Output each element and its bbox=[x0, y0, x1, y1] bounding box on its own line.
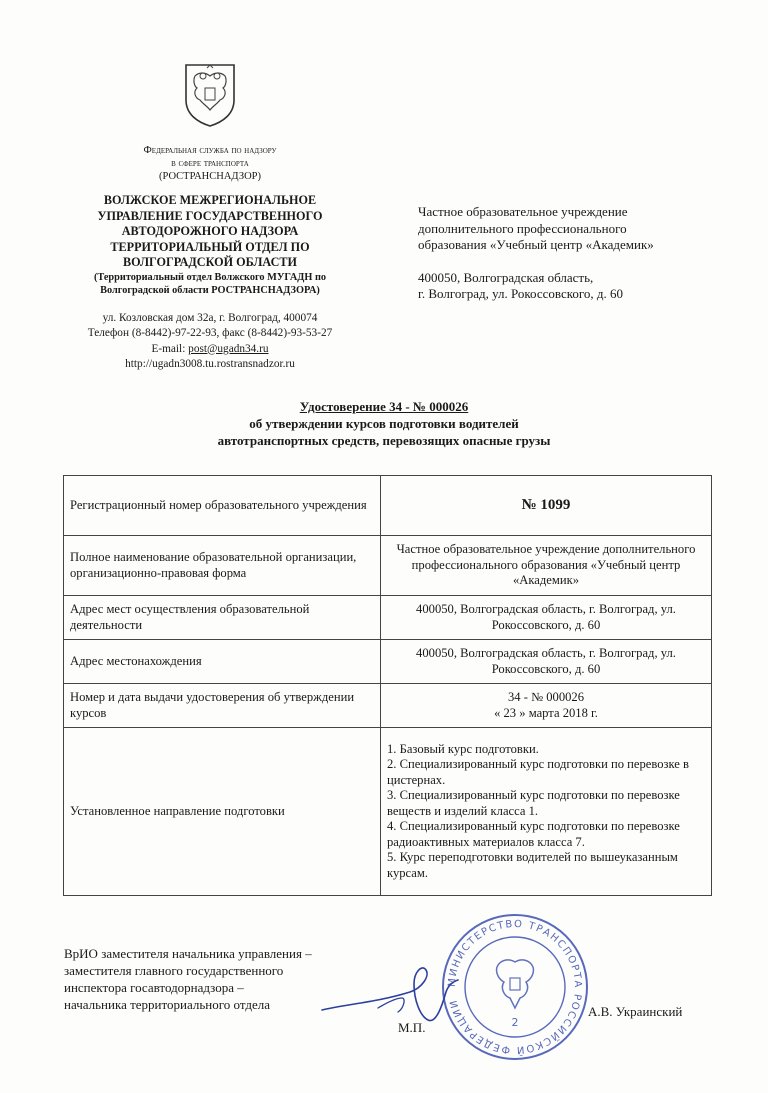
recipient-block bbox=[418, 204, 738, 303]
service-name-line-1: Федеральная служба по надзору bbox=[143, 145, 277, 156]
table-row bbox=[64, 536, 712, 596]
certificate-number-title: Удостоверение 34 - № 000026 bbox=[299, 399, 469, 414]
position-line: ВрИО заместителя начальника управления – bbox=[64, 946, 312, 961]
title-line-2: об утверждении курсов подготовки водителей bbox=[249, 416, 519, 431]
service-name-line-3: (РОСТРАНСНАДЗОР) bbox=[158, 171, 262, 182]
agency-line: АВТОДОРОЖНОГО НАДЗОРА bbox=[121, 224, 299, 238]
recipient-name-line: Частное образовательное учреждение bbox=[418, 204, 628, 219]
stamp-text: МИНИСТЕРСТВО ТРАНСПОРТА РОССИЙСКОЙ ФЕДЕРАЦИИ bbox=[446, 918, 584, 1056]
table-row bbox=[64, 476, 712, 536]
agency-line: ТЕРРИТОРИАЛЬНЫЙ ОТДЕЛ ПО bbox=[110, 239, 310, 254]
signer-name: А.В. Украинский bbox=[588, 1004, 683, 1019]
list-item: 1. Базовый курс подготовки. bbox=[387, 741, 539, 756]
organization-name: Частное образовательное учреждение дополнительного профессионального образования «Учебный центр «Академик» bbox=[381, 536, 712, 596]
row-label: Установленное направление подготовки bbox=[64, 728, 381, 896]
stamp-number: 2 bbox=[511, 1016, 519, 1029]
row-label: Полное наименование образовательной организации, организационно-правовая форма bbox=[64, 536, 381, 596]
position-line: инспектора госавтодорнадзора – bbox=[64, 980, 244, 995]
list-item: 5. Курс переподготовки водителей по вышеуказанным курсам. bbox=[387, 850, 678, 880]
activity-address: 400050, Волгоградская область, г. Волгоград, ул. Рокоссовского, д. 60 bbox=[381, 596, 712, 640]
issue-date: « 23 » марта 2018 г. bbox=[494, 705, 598, 720]
document-title bbox=[0, 398, 768, 449]
agency-sub-name bbox=[40, 271, 380, 297]
table-row bbox=[64, 640, 712, 684]
position-line: начальника территориального отдела bbox=[64, 997, 270, 1012]
table-row bbox=[64, 684, 712, 728]
agency-line: ВОЛГОГРАДСКОЙ ОБЛАСТИ bbox=[122, 255, 298, 269]
recipient-name-line: образования «Учебный центр «Академик» bbox=[418, 237, 654, 252]
seal-placeholder-label: М.П. bbox=[398, 1020, 426, 1035]
handwritten-signature bbox=[318, 962, 468, 1032]
sender-website[interactable]: http://ugadn3008.tu.rostransnadzor.ru bbox=[125, 358, 295, 370]
agency-line: ВОЛЖСКОЕ МЕЖРЕГИОНАЛЬНОЕ bbox=[103, 193, 317, 207]
row-label: Регистрационный номер образовательного учреждения bbox=[64, 476, 381, 536]
recipient-address bbox=[418, 270, 738, 303]
row-label: Адрес местонахождения bbox=[64, 640, 381, 684]
title-line-3: автотранспортных средств, перевозящих опасные грузы bbox=[217, 433, 551, 448]
training-directions bbox=[381, 728, 712, 896]
list-item: 4. Специализированный курс подготовки по перевозке радиоактивных материалов класса 7. bbox=[387, 819, 680, 849]
sender-address: ул. Козловская дом 32а, г. Волгоград, 400074 bbox=[102, 311, 318, 324]
list-item: 2. Специализированный курс подготовки по перевозке в цистернах. bbox=[387, 757, 689, 787]
agency-sub-line: Волгоградской области РОСТРАНСНАДЗОРА) bbox=[100, 284, 320, 296]
row-label: Номер и дата выдачи удостоверения об утверждении курсов bbox=[64, 684, 381, 728]
agency-sub-line: (Территориальный отдел Волжского МУГАДН по bbox=[93, 271, 327, 283]
sender-phone: Телефон (8-8442)-97-22-93, факс (8-8442)-93-53-27 bbox=[87, 327, 333, 339]
issue-number-date bbox=[381, 684, 712, 728]
recipient-name bbox=[418, 204, 738, 254]
location-address: 400050, Волгоградская область, г. Волгоград, ул. Рокоссовского, д. 60 bbox=[381, 640, 712, 684]
certificate-info-table bbox=[63, 475, 712, 896]
email-link[interactable]: post@ugadn34.ru bbox=[188, 342, 269, 355]
sender-contacts bbox=[40, 311, 380, 373]
table-row bbox=[64, 728, 712, 896]
coat-of-arms-icon bbox=[183, 62, 237, 128]
table-row bbox=[64, 596, 712, 640]
eagle-icon bbox=[497, 960, 534, 1008]
recipient-address-line: 400050, Волгоградская область, bbox=[418, 269, 594, 285]
service-name-line-2: в сфере транспорта bbox=[171, 158, 249, 169]
recipient-name-line: дополнительного профессионального bbox=[418, 220, 627, 236]
email-label: E-mail: bbox=[151, 342, 189, 355]
position-line: заместителя главного государственного bbox=[64, 963, 284, 978]
sender-block bbox=[40, 144, 380, 373]
row-label: Адрес мест осуществления образовательной деятельности bbox=[64, 596, 381, 640]
sender-email-line bbox=[40, 342, 380, 358]
agency-line: УПРАВЛЕНИЕ ГОСУДАРСТВЕННОГО bbox=[97, 208, 323, 223]
agency-name bbox=[40, 193, 380, 271]
list-item: 3. Специализированный курс подготовки по перевозке веществ и изделий класса 1. bbox=[387, 788, 680, 818]
recipient-address-line: г. Волгоград, ул. Рокоссовского, д. 60 bbox=[418, 286, 624, 301]
registration-number: № 1099 bbox=[381, 476, 712, 536]
issue-number: 34 - № 000026 bbox=[507, 690, 585, 704]
